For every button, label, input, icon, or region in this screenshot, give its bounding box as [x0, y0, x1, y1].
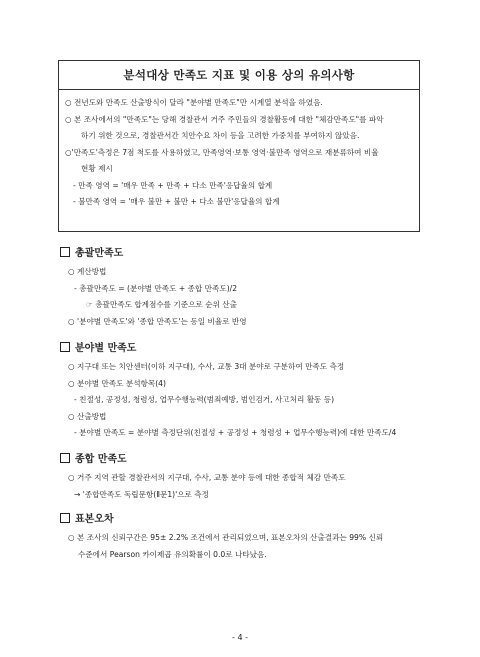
section-line: ○ '분야별 만족도'와 '종합 만족도'는 동일 비율로 반영: [68, 316, 247, 326]
page-number: - 4 -: [232, 633, 248, 642]
section-line: ○ 거주 지역 관할 경찰관서의 지구대, 수사, 교통 분야 등에 대한 종합적 체감 만족도: [68, 473, 346, 482]
section-line: - 친절성, 공정성, 청렴성, 업무수행능력(범죄예방, 범인검거, 사고처리 활동 등): [74, 395, 335, 404]
section-line: ○ 산출방법: [68, 411, 107, 421]
section-title: 총괄만족도: [75, 248, 124, 259]
note-line: 현황 제시: [81, 164, 113, 173]
note-line: ○ 전년도와 만족도 산출방식이 달라 "분야별 만족도"만 시계열 분석을 하였음.: [65, 98, 323, 107]
notes-box-title: 분석대상 만족도 지표 및 이용 상의 유의사항: [59, 61, 419, 90]
note-line: ○ 본 조사에서의 "만족도"는 당해 경찰관서 거주 주민들의 경찰활동에 대한 "체감만족도"를 파악: [65, 114, 384, 124]
notes-box-body: [59, 90, 419, 211]
section-line: ○ 계산방법: [68, 267, 107, 276]
section-title: 분야별 만족도: [75, 343, 137, 354]
section-line: ☞ 총괄만족도 합계점수를 기준으로 순위 산출: [86, 300, 237, 309]
note-line: - 만족 영역 = '매우 만족 + 만족 + 다소 만족'응답율의 합계: [73, 180, 273, 190]
section-line: ○ 본 조사의 신뢰구간은 95± 2.2% 조건에서 관리되었으며, 표본오차의 산출결과는 99% 신뢰: [68, 533, 384, 542]
note-line: ○'만족도'측정은 7점 척도를 사용하였고, 만족영역·보통 영역·불만족 영역으로 재분류하여 비율: [65, 147, 379, 157]
note-line: 하기 위한 것으로, 경찰관서간 치안수요 차이 등을 고려한 가중치를 부여하지 않았음.: [81, 131, 360, 140]
checkbox-square-icon: [60, 453, 70, 463]
section-line: - 총괄만족도 = (분야별 만족도 + 종합 만족도)/2: [74, 283, 238, 293]
notes-box: [58, 60, 420, 232]
checkbox-square-icon: [60, 342, 70, 352]
checkbox-square-icon: [60, 247, 70, 257]
section-line: → '종합만족도 독립문항(Ⅱ문1)'으로 측정: [74, 489, 209, 499]
section-line: - 분야별 만족도 = 분야별 측정단위(친절성 + 공정성 + 청렴성 + 업무수행능력)에 대한 만족도/4: [74, 428, 397, 437]
note-line: - 불만족 영역 = '매우 불만 + 불만 + 다소 불만'응답율의 합계: [73, 197, 280, 206]
section-title: 표본오차: [75, 514, 114, 525]
section-line: 수준에서 Pearson 카이제곱 유의확률이 0.0로 나타났음.: [78, 549, 267, 559]
section-title: 종합 만족도: [75, 454, 127, 465]
checkbox-square-icon: [60, 513, 70, 523]
section-line: ○ 지구대 또는 치안센터(이하 지구대), 수사, 교통 3대 분야로 구분하여 만족도 측정: [68, 362, 345, 371]
section-error: [60, 512, 428, 563]
section-overall: [60, 246, 428, 330]
section-line: ○ 분야별 만족도 분석항목(4): [68, 378, 166, 388]
section-field: [60, 341, 428, 442]
section-total: [60, 452, 428, 503]
